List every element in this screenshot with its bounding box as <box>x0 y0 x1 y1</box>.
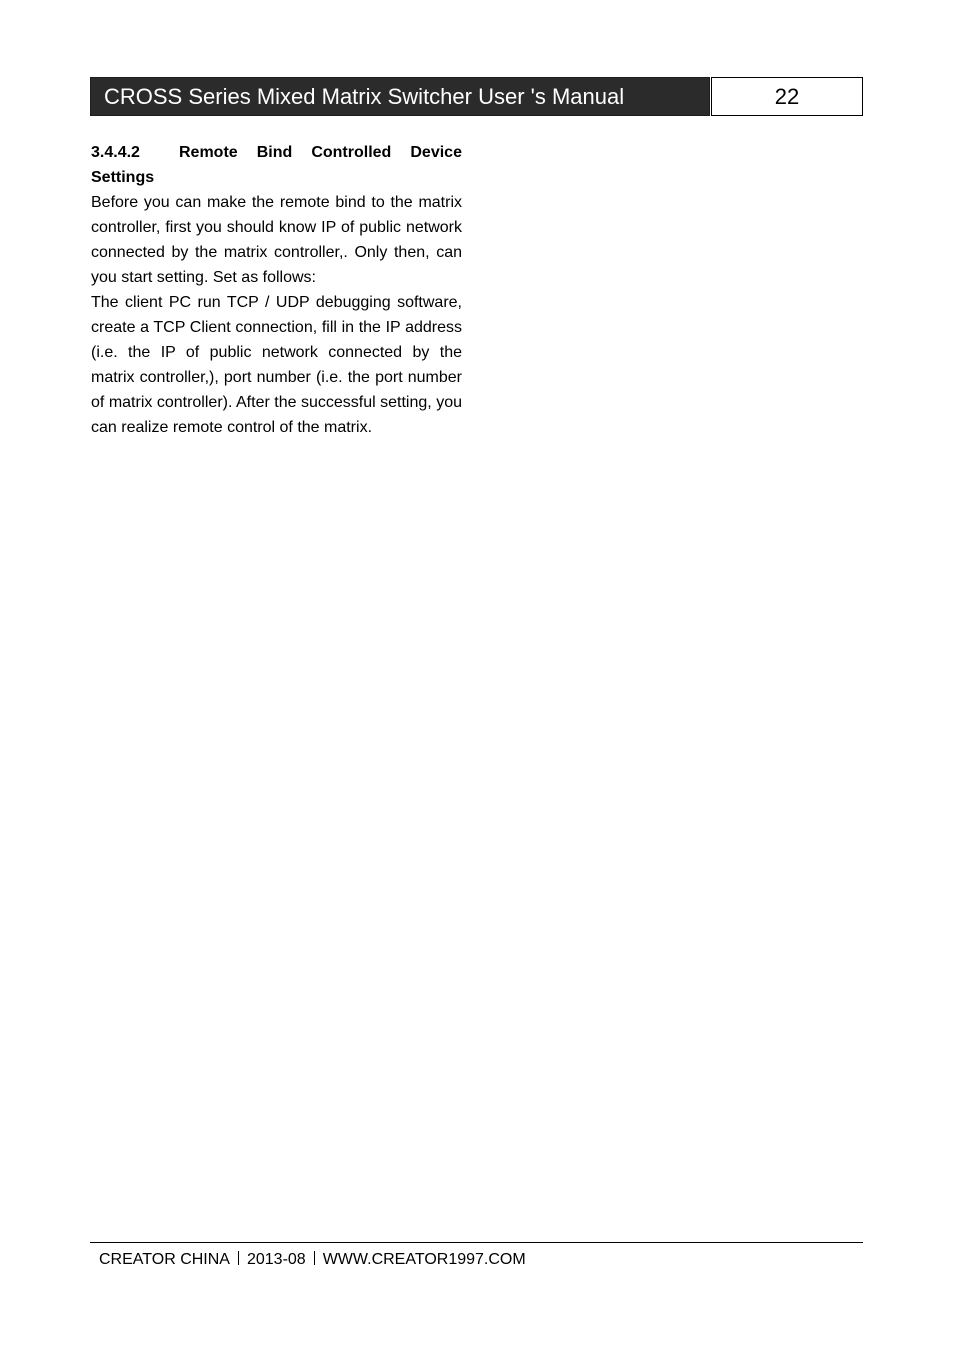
paragraph: Before you can make the remote bind to the matrix controller, first you should know IP of public network connected by the matrix controller,. Only then, can you start setting. Set as follows: <box>91 194 462 286</box>
paragraph: The client PC run TCP / UDP debugging software, create a TCP Client connection, fill in the IP address (i.e. the IP of public network connected by the matrix controller,), port number (i.e. the port number of matrix controller). After the successful setting, you can realize remote control of the matrix. <box>91 294 462 436</box>
section-title-continued: Settings <box>91 169 155 186</box>
manual-title: CROSS Series Mixed Matrix Switcher User 's Manual <box>90 77 710 116</box>
section-title-line <box>179 140 462 165</box>
section-number: 3.4.4.2 <box>91 144 140 161</box>
page-header <box>90 77 863 116</box>
section-title-word: Bind <box>256 144 293 161</box>
section-title-word: Device <box>410 144 462 161</box>
section-title-word: Remote <box>179 144 238 161</box>
page-number: 22 <box>711 77 863 116</box>
footer-separator <box>238 1251 239 1265</box>
section-heading <box>91 140 462 165</box>
page-footer <box>99 1250 526 1270</box>
section-title-word: Controlled <box>311 144 392 161</box>
footer-divider <box>90 1242 863 1243</box>
footer-date: 2013-08 <box>246 1251 306 1268</box>
footer-separator <box>314 1251 315 1265</box>
main-content <box>91 140 462 440</box>
footer-company: CREATOR CHINA <box>99 1251 230 1268</box>
footer-website: WWW.CREATOR1997.COM <box>322 1251 526 1268</box>
